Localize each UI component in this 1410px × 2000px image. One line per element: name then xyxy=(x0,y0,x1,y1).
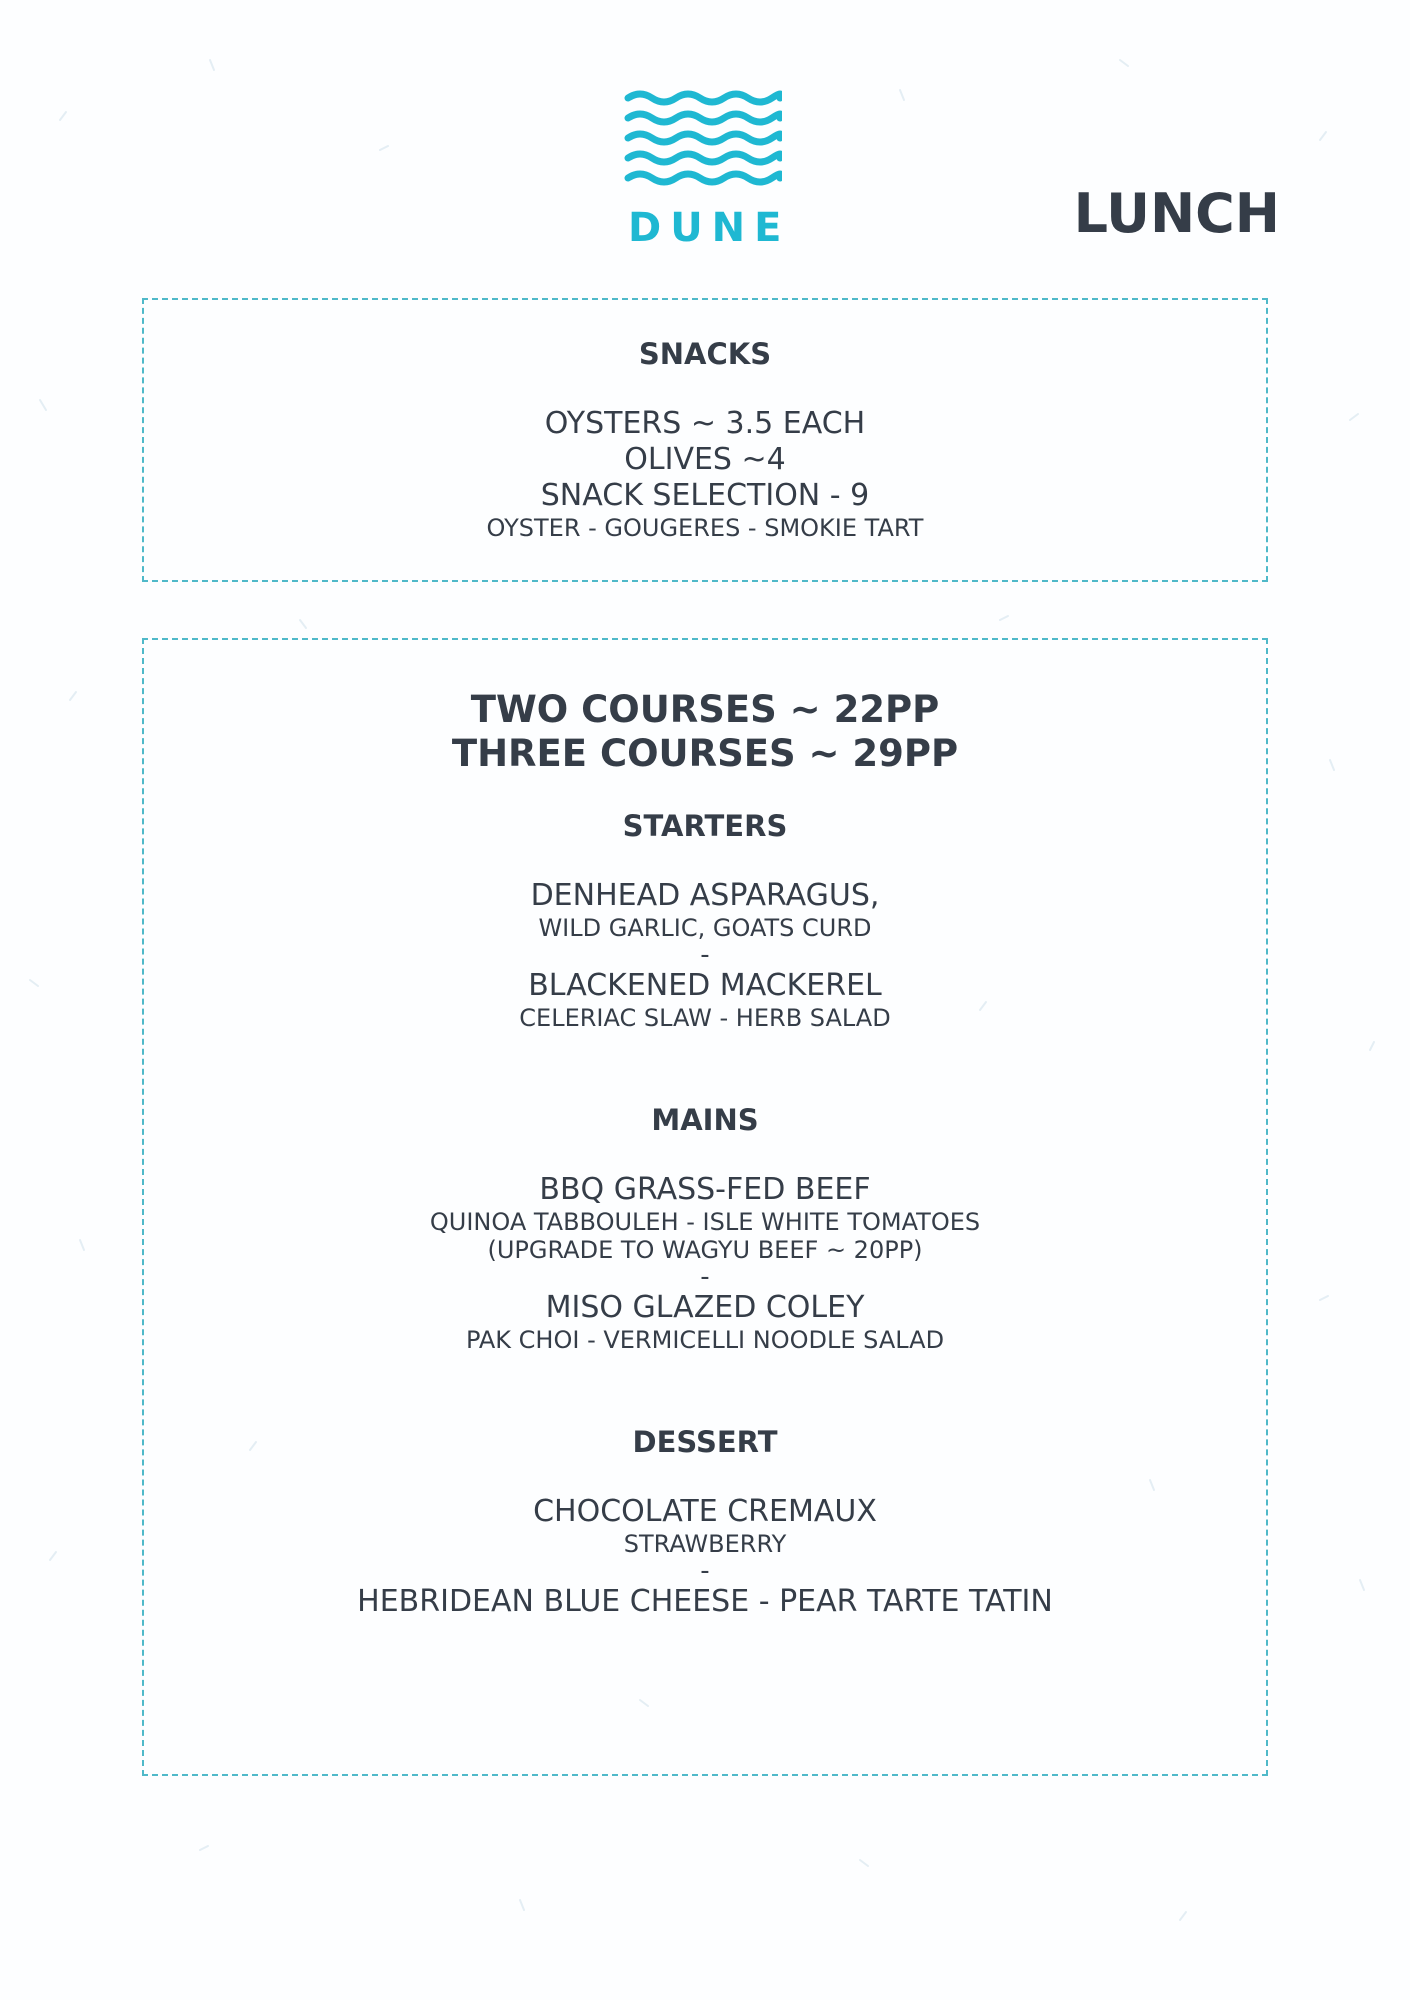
snacks-title: SNACKS xyxy=(638,337,772,371)
dish-name: HEBRIDEAN BLUE CHEESE - PEAR TARTE TATIN xyxy=(357,1584,1053,1619)
snack-selection-detail: OYSTER - GOUGERES - SMOKIE TART xyxy=(486,514,924,542)
page-title: LUNCH xyxy=(1073,182,1280,245)
dish-detail: PAK CHOI - VERMICELLI NOODLE SALAD xyxy=(465,1326,945,1354)
dish-name: BLACKENED MACKEREL xyxy=(528,968,882,1003)
dish-separator: - xyxy=(700,1556,710,1586)
logo-wordmark: DUNE xyxy=(628,205,791,251)
set-menu-section xyxy=(142,638,1268,1776)
dish-upgrade-note: (UPGRADE TO WAGYU BEEF ~ 20PP) xyxy=(487,1236,923,1264)
dish-name: BBQ GRASS-FED BEEF xyxy=(539,1172,871,1207)
mains-title: MAINS xyxy=(651,1103,759,1137)
dish-detail: QUINOA TABBOULEH - ISLE WHITE TOMATOES xyxy=(429,1208,981,1236)
three-courses-price: THREE COURSES ~ 29PP xyxy=(451,732,959,775)
dish-detail: STRAWBERRY xyxy=(623,1530,787,1558)
snack-item: OLIVES ~4 xyxy=(624,442,786,477)
dish-detail: WILD GARLIC, GOATS CURD xyxy=(538,914,872,942)
snack-item: OYSTERS ~ 3.5 EACH xyxy=(544,406,866,441)
starters-title: STARTERS xyxy=(622,809,788,843)
snacks-section xyxy=(142,298,1268,582)
dish-detail: CELERIAC SLAW - HERB SALAD xyxy=(519,1004,891,1032)
snack-item: SNACK SELECTION - 9 xyxy=(540,478,870,513)
dish-name: MISO GLAZED COLEY xyxy=(545,1290,865,1325)
dish-name: CHOCOLATE CREMAUX xyxy=(533,1494,877,1529)
dish-separator: - xyxy=(700,1262,710,1292)
dish-separator: - xyxy=(700,940,710,970)
two-courses-price: TWO COURSES ~ 22PP xyxy=(470,688,940,731)
dessert-title: DESSERT xyxy=(632,1425,778,1459)
dish-name: DENHEAD ASPARAGUS, xyxy=(530,878,880,913)
